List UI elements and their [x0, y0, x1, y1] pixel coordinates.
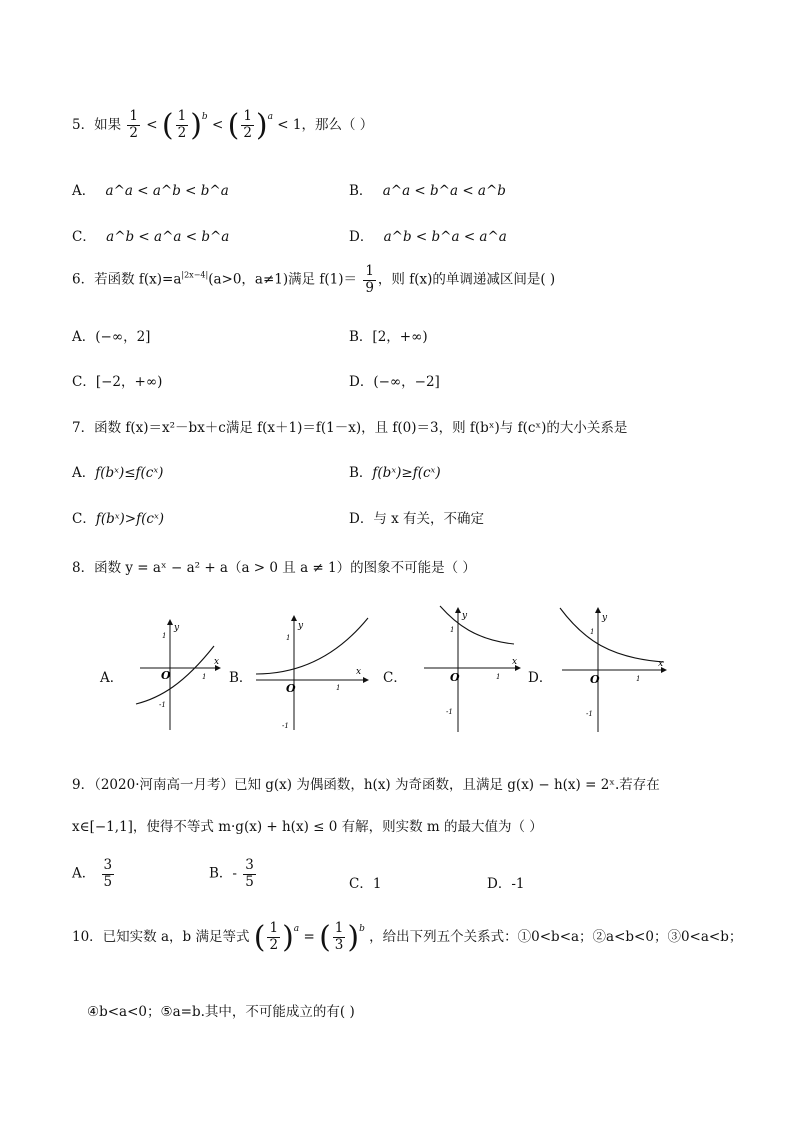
q8-graph-c	[420, 604, 524, 734]
q8-graph-b	[252, 612, 372, 736]
q7-option-d: D．与 x 有关，不确定	[349, 511, 485, 527]
svg-text:1: 1	[286, 634, 291, 642]
svg-text:O: O	[161, 669, 171, 682]
question-6-stem: 6．若函数 $f(x)=a^{|2x-4|}(a>0$，a≠1)满足 f(1)＝ $\frac{1}{9}$ ，则 f(x)的单调递减区间是( )	[72, 263, 556, 296]
q7-option-b: B．f(bˣ)≥f(cˣ)	[349, 465, 441, 481]
q8-option-c-label: C．	[383, 670, 407, 686]
q7-option-a: A．f(bˣ)≤f(cˣ)	[72, 465, 164, 481]
svg-text:1: 1	[636, 675, 641, 683]
q8-option-b-label: B．	[229, 670, 253, 686]
q6-option-d: D．(−∞，−2]	[349, 374, 440, 390]
q7-option-c: C．f(bˣ)>f(cˣ)	[72, 511, 165, 527]
svg-text:1: 1	[590, 628, 595, 636]
svg-text:1: 1	[336, 684, 341, 692]
q8-option-d-label: D．	[528, 670, 553, 686]
svg-text:x: x	[214, 657, 220, 667]
svg-text:1: 1	[162, 632, 167, 640]
svg-text:y: y	[462, 611, 468, 621]
q5-option-a: A． a^a < a^b < b^a	[72, 183, 229, 199]
question-10-line-1: 10．已知实数 a，b 满足等式 ( $\frac{1}{2}$ )$^a$ = ( $\frac{1}{3}$ )$^b$ ，给出下列五个关系式：①0<b<a；②a<b<0；③0<a<b；	[72, 920, 743, 955]
q9-option-c: C．1	[349, 876, 382, 892]
q5-number: 5．如果	[72, 117, 122, 133]
svg-text:1: 1	[202, 673, 207, 681]
curve	[440, 606, 514, 644]
svg-text:x: x	[356, 667, 362, 677]
q9-option-d: D．-1	[487, 876, 525, 892]
svg-text:y: y	[174, 623, 180, 633]
q8-option-a-label: A．	[100, 670, 124, 686]
q8-graph-d	[558, 604, 670, 734]
q5-tail: < 1，那么（ ）	[277, 117, 374, 133]
question-9-line-1: 9．（2020·河南高一月考）已知 g(x) 为偶函数，h(x) 为奇函数，且满足 g(x) − h(x) = 2ˣ.若存在	[72, 777, 660, 793]
q5-half-fraction: $\frac{1}{2}$	[129, 108, 138, 141]
q9-option-a: A． $\frac{3}{5}$	[72, 857, 113, 890]
question-9-line-2: x∈[−1,1]，使得不等式 m·g(x) + h(x) ≤ 0 有解，则实数 m 的最大值为（ ）	[72, 819, 543, 835]
svg-text:x: x	[658, 659, 664, 669]
svg-text:O: O	[450, 671, 460, 684]
curve	[256, 618, 368, 674]
q9-option-b: B．- $\frac{3}{5}$	[209, 857, 254, 890]
svg-text:O: O	[590, 673, 600, 686]
q5-option-b: B． a^a < b^a < a^b	[349, 183, 506, 199]
svg-text:1: 1	[450, 626, 455, 634]
svg-text:x: x	[512, 657, 518, 667]
svg-text:-1: -1	[446, 708, 453, 716]
svg-text:1: 1	[496, 673, 501, 681]
svg-text:-1: -1	[159, 701, 166, 709]
q6-option-c: C．[−2，+∞)	[72, 374, 163, 390]
question-7-stem: 7．函数 f(x)＝x²－bx＋c满足 f(x＋1)＝f(1－x)，且 f(0)＝3，则 f(bˣ)与 f(cˣ)的大小关系是	[72, 420, 628, 436]
q8-graph-a	[128, 618, 224, 738]
question-10-line-2: ④b<a<0；⑤a=b.其中，不可能成立的有( )	[87, 1004, 355, 1020]
svg-text:-1: -1	[282, 722, 289, 730]
q5-option-c: C． a^b < a^a < b^a	[72, 229, 230, 245]
q6-fraction: $\frac{1}{9}$	[365, 263, 374, 296]
question-8-stem: 8．函数 y = aˣ − a² + a（a > 0 且 a ≠ 1）的图象不可能是（ ）	[72, 560, 476, 576]
svg-text:O: O	[286, 682, 296, 695]
svg-text:y: y	[602, 613, 608, 623]
svg-text:y: y	[298, 621, 304, 631]
svg-text:-1: -1	[586, 710, 593, 718]
q6-option-a: A．(−∞，2]	[72, 329, 151, 345]
question-5-stem: 5．如果 $\frac{1}{2}$ < ( $\frac{1}{2}$ )$^b$ < ( $\frac{1}{2}$ )$^a$ < 1，那么（ ）	[72, 108, 374, 143]
q6-option-b: B．[2，+∞)	[349, 329, 428, 345]
q5-option-d: D． a^b < b^a < a^a	[349, 229, 507, 245]
curve	[560, 608, 664, 662]
